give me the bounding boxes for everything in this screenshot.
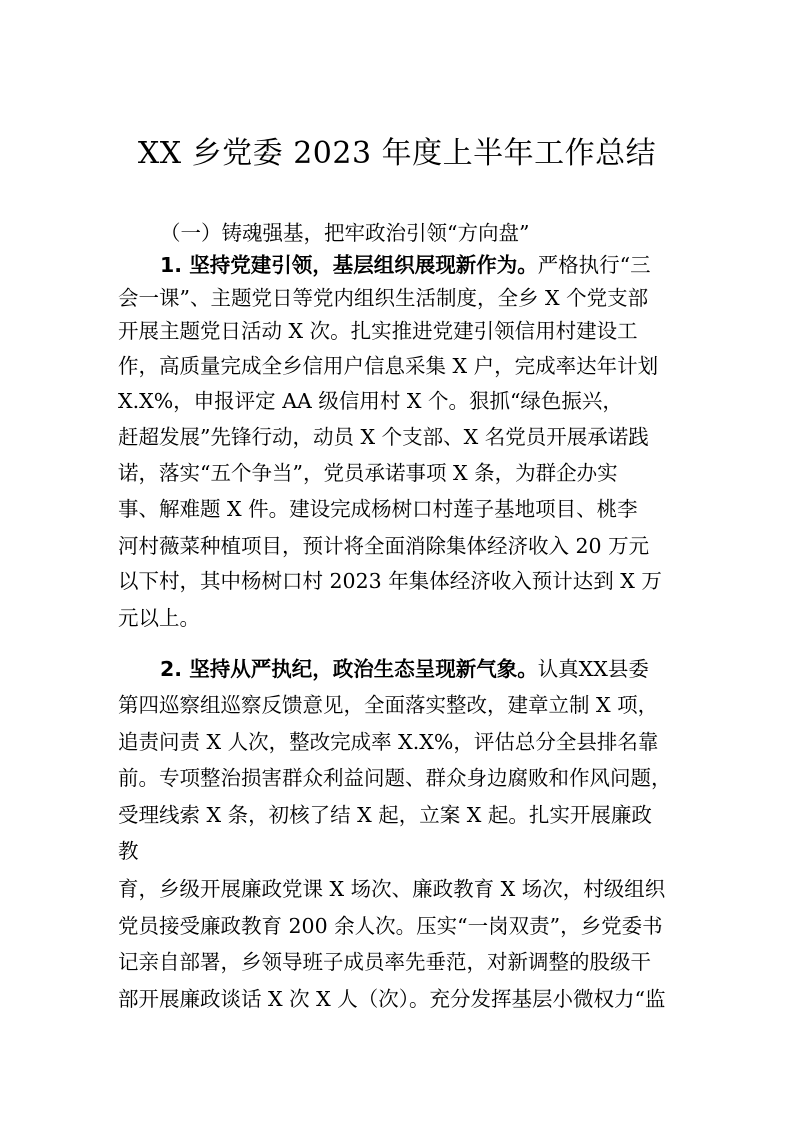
paragraph-1-line: 元以上。: [118, 606, 200, 630]
paragraph-1-line: 河村薇菜种植项目，预计将全面消除集体经济收入 20 万元: [118, 534, 650, 558]
paragraph-1-line: 赶超发展”先锋行动，动员 X 个支部、X 名党员开展承诺践: [118, 425, 649, 449]
paragraph-2-first-line: [160, 654, 649, 684]
paragraph-1-line: 以下村，其中杨树口村 2023 年集体经济收入预计达到 X 万: [118, 569, 662, 593]
paragraph-2-line: 记亲自部署，乡领导班子成员率先垂范，对新调整的股级干: [118, 950, 651, 974]
paragraph-2-line: 教: [118, 839, 139, 863]
paragraph-1-line: 严格执行“三: [537, 253, 651, 277]
paragraph-1-first-line: [160, 250, 651, 280]
paragraph-1-line: 会一课”、主题党日等党内组织生活制度，全乡 X 个党支部: [118, 286, 649, 310]
paragraph-1-line: 事、解难题 X 件。建设完成杨树口村莲子基地项目、桃李: [118, 497, 638, 521]
section-heading: （一）铸魂强基，把牢政治引领“方向盘”: [160, 221, 530, 245]
paragraph-2-line: 前。专项整治损害群众利益问题、群众身边腐败和作风问题，: [118, 766, 672, 790]
paragraph-2-line: 育，乡级开展廉政党课 X 场次、廉政教育 X 场次，村级组织: [118, 877, 666, 901]
paragraph-1-line: 诺，落实“五个争当”，党员承诺事项 X 条，为群企办实: [118, 461, 618, 485]
document-title: XX 乡党委 2023 年度上半年工作总结: [137, 136, 657, 171]
paragraph-1-line: 开展主题党日活动 X 次。扎实推进党建引领信用村建设工: [118, 319, 638, 343]
paragraph-2-line: 认真XX县委: [537, 657, 649, 681]
paragraph-2-line: 第四巡察组巡察反馈意见，全面落实整改，建章立制 X 项，: [118, 693, 659, 717]
paragraph-2-line: 受理线索 X 条，初核了结 X 起，立案 X 起。扎实开展廉政: [118, 803, 652, 827]
paragraph-1-line: 作，高质量完成全乡信用户信息采集 X 户，完成率达年计划: [118, 354, 659, 378]
paragraph-1-line: X.X%，申报评定 AA 级信用村 X 个。狠抓“绿色振兴，: [118, 389, 623, 413]
paragraph-1-lead: 1. 坚持党建引领，基层组织展现新作为。: [160, 253, 538, 277]
paragraph-2-line: 追责问责 X 人次，整改完成率 X.X%，评估总分全县排名靠: [118, 730, 659, 754]
paragraph-2-line: 部开展廉政谈话 X 次 X 人（次）。充分发挥基层小微权力“监: [118, 987, 666, 1011]
paragraph-2-lead: 2. 坚持从严执纪，政治生态呈现新气象。: [160, 657, 538, 681]
paragraph-2-line: 党员接受廉政教育 200 余人次。压实“一岗双责”，乡党委书: [118, 914, 663, 938]
